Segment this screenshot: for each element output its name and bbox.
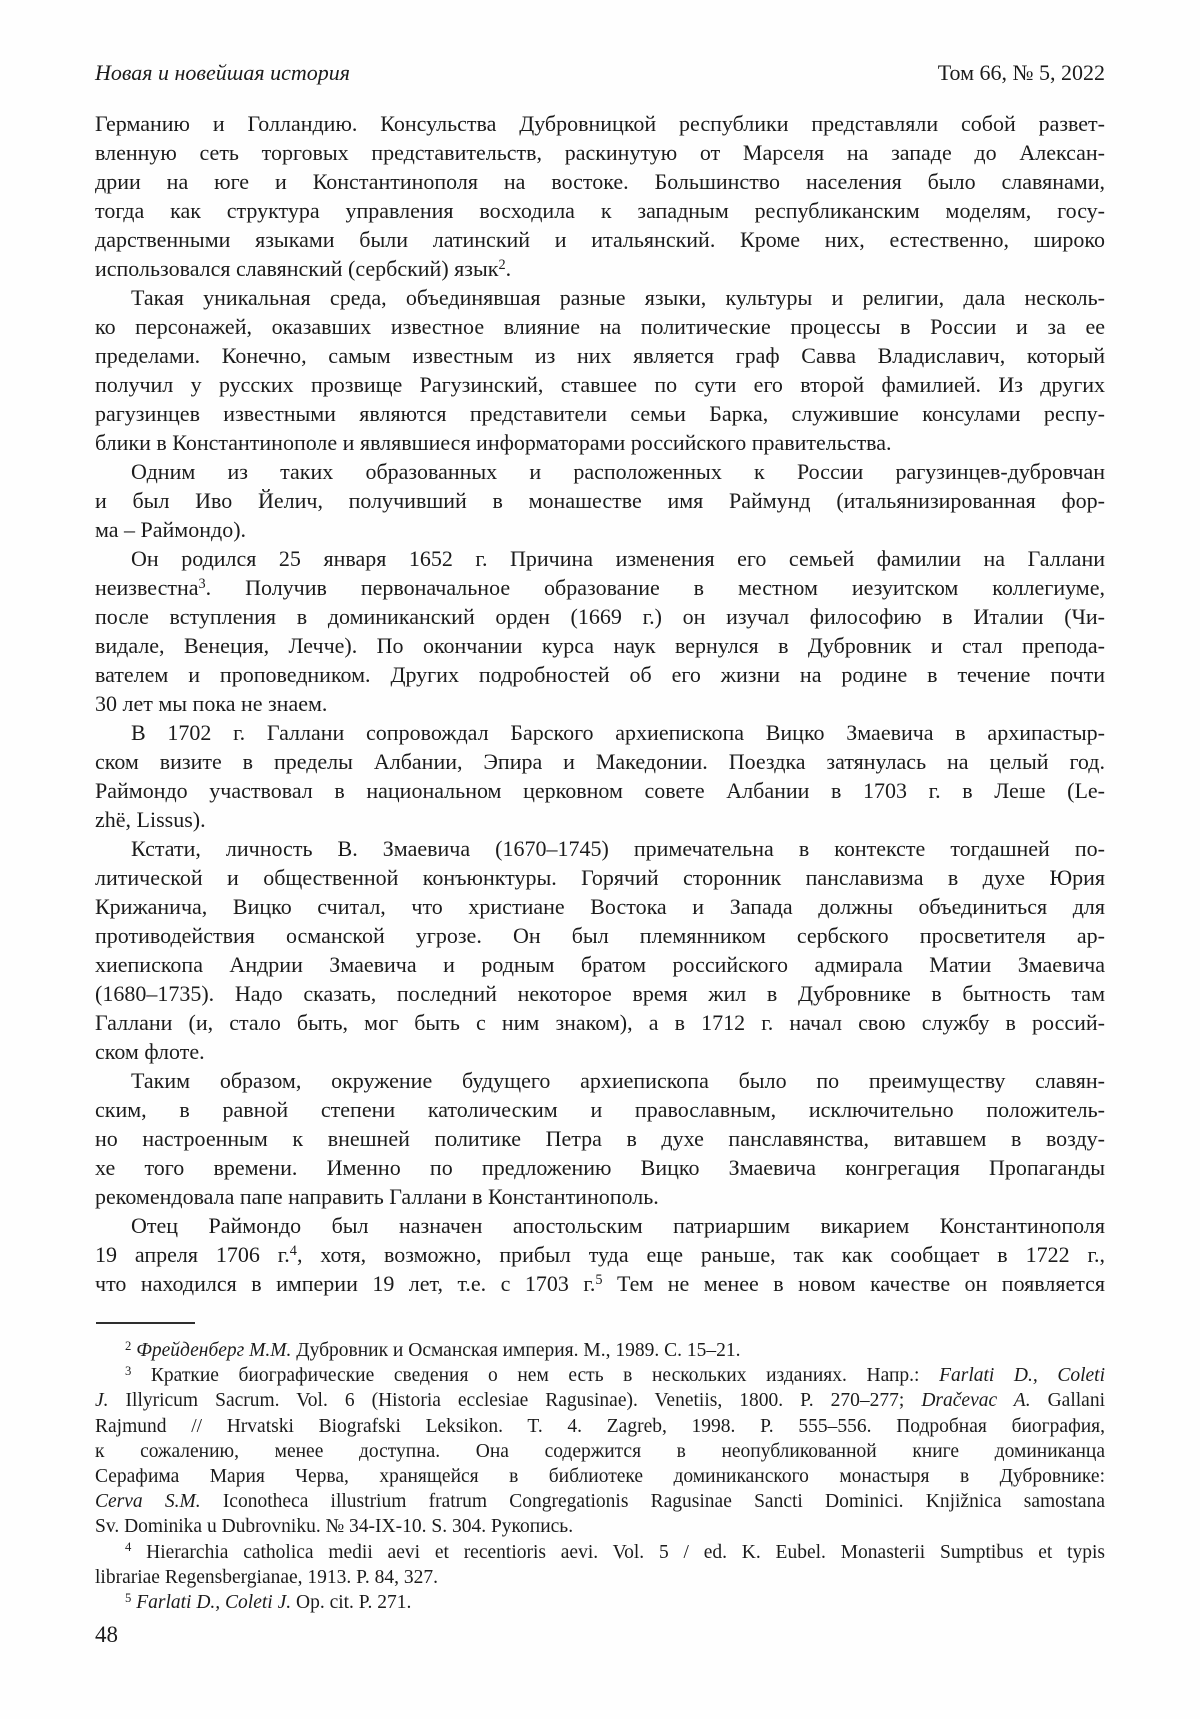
page-header (95, 60, 1105, 86)
text-line (95, 1211, 1105, 1240)
text-line (95, 1514, 1105, 1539)
text-line (95, 573, 1105, 602)
text-run: Отец Раймондо был назначен апостольским патриаршим викарием Константинополя (131, 1213, 1105, 1238)
text-run: 30 лет мы пока не знаем. (95, 691, 328, 716)
footnote-separator-rule (96, 1322, 195, 1324)
text-run: Hierarchia catholica medii aevi et recentioris aevi. Vol. 5 / ed. K. Eubel. Monasterii Sumptibus et typis (131, 1541, 1105, 1563)
text-line (95, 602, 1105, 631)
text-line (95, 834, 1105, 863)
text-line (95, 428, 1105, 457)
text-line (95, 457, 1105, 486)
footnote-marker: 3 (198, 575, 206, 592)
text-line (95, 138, 1105, 167)
footnote-5 (95, 1590, 1105, 1615)
text-run: получил у русских прозвище Рагузинский, ставшее по сути его второй фамилией. Из других (95, 372, 1105, 397)
paragraph-8 (95, 1211, 1105, 1298)
text-line (95, 1540, 1105, 1565)
journal-title: Новая и новейшая история (95, 60, 350, 85)
text-line (95, 979, 1105, 1008)
footnote-marker: 5 (125, 1590, 132, 1605)
footnote-marker: 2 (498, 256, 506, 273)
text-line (95, 341, 1105, 370)
text-run: видале, Венеция, Лечче). По окончании курса наук вернулся в Дубровник и стал препода- (95, 633, 1105, 658)
italic-text-run: J. (95, 1390, 109, 1412)
text-run: хиепископа Андрии Змаевича и родным братом российского адмирала Матии Змаевича (95, 952, 1105, 977)
text-line (95, 660, 1105, 689)
footnote-marker: 5 (595, 1271, 603, 1288)
text-line (95, 1489, 1105, 1514)
text-line (95, 1388, 1105, 1413)
text-line (95, 863, 1105, 892)
text-line (95, 196, 1105, 225)
text-run: Одним из таких образованных и расположенных к России рагузинцев-дубровчан (131, 459, 1105, 484)
footnote-marker: 4 (289, 1242, 297, 1259)
text-line (95, 1269, 1105, 1298)
page-number: 48 (95, 1622, 118, 1647)
text-line (95, 1414, 1105, 1439)
text-line (95, 892, 1105, 921)
paragraph-2 (95, 283, 1105, 457)
text-run: дарственными языками были латинский и итальянский. Кроме них, естественно, широко (95, 227, 1105, 252)
text-run: что находился в империи 19 лет, т.е. с 1703 г. (95, 1271, 596, 1296)
text-line (95, 1153, 1105, 1182)
text-line (95, 1008, 1105, 1037)
text-line (95, 1066, 1105, 1095)
text-line (95, 370, 1105, 399)
text-line (95, 1240, 1105, 1269)
text-run: Галлани (и, стало быть, мог быть с ним знаком), а в 1712 г. начал свою службу в россий- (95, 1010, 1105, 1035)
text-run: противодействия османской угрозе. Он был племянником сербского просветителя ар- (95, 923, 1105, 948)
text-run: неизвестна (95, 575, 199, 600)
text-run: ма – Раймондо). (95, 517, 247, 542)
text-line (95, 1037, 1105, 1066)
text-line (95, 1095, 1105, 1124)
text-run: Op. cit. P. 271. (291, 1592, 412, 1614)
text-line (95, 776, 1105, 805)
text-run: Серафима Мария Черва, хранящейся в библиотеке доминиканского монастыря в Дубровнике: (95, 1466, 1105, 1488)
text-line (95, 950, 1105, 979)
text-line (95, 515, 1105, 544)
text-line (95, 1464, 1105, 1489)
paragraph-7 (95, 1066, 1105, 1211)
text-line (95, 544, 1105, 573)
text-run: пределами. Конечно, самым известным из них является граф Савва Владиславич, который (95, 343, 1105, 368)
text-run: к сожалению, менее доступна. Она содержится в неопубликованной книге доминиканца (95, 1440, 1105, 1462)
text-run: рекомендовала папе направить Галлани в Константинополь. (95, 1184, 659, 1209)
italic-text-run: Фрейденберг М.М. (136, 1340, 292, 1361)
text-run: Крижанича, Вицко считал, что христиане Востока и Запада должны объединиться для (95, 894, 1105, 919)
text-run: Кстати, личность В. Змаевича (1670–1745) примечательна в контексте тогдашней по- (131, 836, 1105, 861)
text-run: литической и общественной конъюнктуры. Горячий сторонник панславизма в духе Юрия (95, 865, 1105, 890)
text-line (95, 747, 1105, 776)
paragraph-5 (95, 718, 1105, 834)
footnote-marker: 2 (125, 1338, 132, 1353)
footnote-2 (95, 1338, 1105, 1363)
text-line (95, 1439, 1105, 1464)
text-run: Раймондо участвовал в национальном церковном совете Албании в 1703 г. в Леше (Le- (95, 778, 1105, 803)
paragraph-4 (95, 544, 1105, 718)
text-run: ском флоте. (95, 1039, 205, 1064)
article-body (95, 109, 1105, 1298)
footnote-4 (95, 1540, 1105, 1590)
text-line (95, 283, 1105, 312)
text-run: Таким образом, окружение будущего архиепископа было по преимуществу славян- (131, 1068, 1105, 1093)
text-run: Rajmund // Hrvatski Biografski Leksikon. T. 4. Zagreb, 1998. P. 555–556. Подробная биография, (95, 1415, 1105, 1437)
paragraph-1 (95, 109, 1105, 283)
text-run: блики в Константинополе и являвшиеся информаторами российского правительства. (95, 430, 892, 455)
text-run: ским, в равной степени католическим и православным, исключительно положитель- (95, 1097, 1105, 1122)
text-run: В 1702 г. Галлани сопровождал Барского архиепископа Вицко Змаевича в архипастыр- (131, 720, 1105, 745)
text-run: librariae Regensbergianae, 1913. P. 84, 327. (95, 1566, 438, 1588)
text-line (95, 486, 1105, 515)
text-line (95, 718, 1105, 747)
text-line (95, 1565, 1105, 1590)
text-run: и был Иво Йелич, получивший в монашестве имя Раймунд (итальянизированная фор- (95, 488, 1105, 513)
text-line (95, 225, 1105, 254)
text-run: . (505, 256, 512, 281)
text-run: 19 апреля 1706 г. (95, 1242, 290, 1267)
text-run: , хотя, возможно, прибыл туда еще раньше, так как сообщает в 1722 г., (296, 1242, 1105, 1267)
text-run: ском визите в пределы Албании, Эпира и Македонии. Поездка затянулась на целый год. (95, 749, 1105, 774)
text-run: тогда как структура управления восходила к западным республиканским моделям, госу- (95, 198, 1105, 223)
footnote-marker: 3 (125, 1363, 132, 1378)
footnotes-block (95, 1338, 1105, 1615)
italic-text-run: Farlati D., Coleti J. (136, 1592, 292, 1614)
text-line (95, 1338, 1105, 1363)
text-run: . Получив первоначальное образование в местном иезуитском коллегиуме, (205, 575, 1105, 600)
text-line (95, 1363, 1105, 1388)
italic-text-run: Cerva S.M. (95, 1491, 201, 1513)
text-line (95, 312, 1105, 341)
text-line (95, 399, 1105, 428)
text-run: Gallani (1030, 1390, 1105, 1412)
issue-info: Том 66, № 5, 2022 (937, 60, 1105, 85)
text-run: (1680–1735). Надо сказать, последний некоторое время жил в Дубровнике в бытность там (95, 981, 1105, 1006)
footnote-marker: 4 (125, 1540, 132, 1555)
text-line (95, 1590, 1105, 1615)
text-run: Такая уникальная среда, объединявшая разные языки, культуры и религии, дала несколь- (131, 285, 1105, 310)
text-run: вленную сеть торговых представительств, раскинутую от Марселя на западе до Алексан- (95, 140, 1105, 165)
text-line (95, 109, 1105, 138)
italic-text-run: Dračevac A. (921, 1390, 1031, 1412)
text-run: Illyricum Sacrum. Vol. 6 (Historia ecclesiae Ragusinae). Venetiis, 1800. P. 270–277; (108, 1390, 922, 1412)
text-run: Iconotheca illustrium fratrum Congregationis Ragusinae Sancti Dominici. Knjižnica samostana (200, 1491, 1105, 1513)
text-line (95, 1124, 1105, 1153)
footnote-3 (95, 1363, 1105, 1539)
text-run: Тем не менее в новом качестве он появляется (602, 1271, 1105, 1296)
paragraph-6 (95, 834, 1105, 1066)
text-run: рагузинцев известными являются представители семьи Барка, служившие консулами респу- (95, 401, 1105, 426)
text-line (95, 805, 1105, 834)
text-line (95, 254, 1105, 283)
text-line (95, 631, 1105, 660)
text-run: Sv. Dominika u Dubrovniku. № 34-IX-10. S. 304. Рукопись. (95, 1516, 574, 1538)
text-run: zhë, Lissus). (95, 807, 206, 832)
text-run: использовался славянский (сербский) язык (95, 256, 499, 281)
text-line (95, 167, 1105, 196)
text-run: Дубровник и Османская империя. М., 1989. С. 15–21. (291, 1340, 741, 1361)
text-run: вателем и проповедником. Других подробностей об его жизни на родине в течение почти (95, 662, 1105, 687)
text-run: дрии на юге и Константинополя на востоке. Большинство населения было славянами, (95, 169, 1105, 194)
italic-text-run: Farlati D., Coleti (939, 1365, 1106, 1387)
paragraph-3 (95, 457, 1105, 544)
text-run: Он родился 25 января 1652 г. Причина изменения его семьей фамилии на Галлани (131, 546, 1105, 571)
text-run: но настроенным к внешней политике Петра в духе панславянства, витавшем в возду- (95, 1126, 1105, 1151)
text-run: хе того времени. Именно по предложению Вицко Змаевича конгрегация Пропаганды (95, 1155, 1105, 1180)
text-run: Краткие биографические сведения о нем есть в нескольких изданиях. Напр.: (131, 1365, 940, 1387)
text-line (95, 689, 1105, 718)
text-run: ко персонажей, оказавших известное влияние на политические процессы в России и за ее (95, 314, 1105, 339)
text-line (95, 921, 1105, 950)
text-line (95, 1182, 1105, 1211)
text-run: Германию и Голландию. Консульства Дубровницкой республики представляли собой развет- (95, 111, 1105, 136)
text-run: после вступления в доминиканский орден (1669 г.) он изучал философию в Италии (Чи- (95, 604, 1105, 629)
